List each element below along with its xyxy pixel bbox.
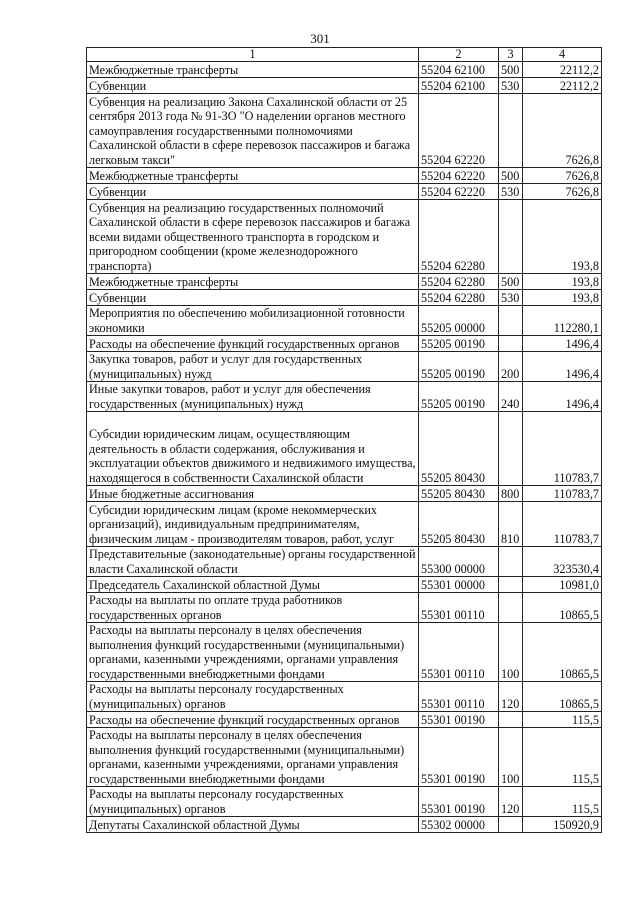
row-amount-cell: 112280,1 xyxy=(523,306,602,336)
row-type-cell xyxy=(499,200,523,274)
row-name-cell: Расходы на выплаты персоналу в целях обеспечения выполнения функций государственными (муниципальными) органами, казенными учреждениями, органами управления государственными внебюджетными фондами xyxy=(87,623,419,682)
row-type-cell xyxy=(499,817,523,833)
row-amount-cell: 193,8 xyxy=(523,274,602,290)
row-type-cell xyxy=(499,547,523,577)
row-type-cell xyxy=(499,94,523,168)
row-name-cell: Председатель Сахалинской областной Думы xyxy=(87,577,419,593)
table-row xyxy=(87,352,602,382)
row-amount-cell: 110783,7 xyxy=(523,486,602,502)
row-amount-cell: 7626,8 xyxy=(523,94,602,168)
row-name-cell: Представительные (законодательные) органы государственной власти Сахалинской области xyxy=(87,547,419,577)
row-name-cell: Расходы на выплаты персоналу государственных (муниципальных) органов xyxy=(87,787,419,817)
table-body xyxy=(87,62,602,833)
row-amount-cell: 1496,4 xyxy=(523,382,602,412)
row-name-cell: Расходы на выплаты персоналу государственных (муниципальных) органов xyxy=(87,682,419,712)
row-type-cell: 120 xyxy=(499,682,523,712)
row-type-cell: 120 xyxy=(499,787,523,817)
row-name-cell: Расходы на обеспечение функций государственных органов xyxy=(87,712,419,728)
row-code-cell: 55301 00110 xyxy=(419,682,499,712)
row-type-cell xyxy=(499,306,523,336)
row-code-cell: 55301 00190 xyxy=(419,728,499,787)
table-row xyxy=(87,412,602,486)
row-name-cell: Расходы на выплаты по оплате труда работников государственных органов xyxy=(87,593,419,623)
row-code-cell: 55205 00190 xyxy=(419,382,499,412)
row-code-cell: 55205 00190 xyxy=(419,352,499,382)
row-amount-cell: 10865,5 xyxy=(523,593,602,623)
table-row xyxy=(87,62,602,78)
row-amount-cell: 10865,5 xyxy=(523,623,602,682)
row-name-cell: Иные бюджетные ассигнования xyxy=(87,486,419,502)
row-code-cell: 55301 00190 xyxy=(419,712,499,728)
row-type-cell xyxy=(499,577,523,593)
row-name-cell: Мероприятия по обеспечению мобилизационной готовности экономики xyxy=(87,306,419,336)
row-code-cell: 55205 00190 xyxy=(419,336,499,352)
table-row xyxy=(87,336,602,352)
header-col-name: 1 xyxy=(87,48,419,62)
row-amount-cell: 1496,4 xyxy=(523,336,602,352)
row-type-cell: 530 xyxy=(499,78,523,94)
table-row xyxy=(87,274,602,290)
header-col-amount: 4 xyxy=(523,48,602,62)
row-code-cell: 55204 62220 xyxy=(419,168,499,184)
row-amount-cell: 110783,7 xyxy=(523,502,602,547)
header-col-type: 3 xyxy=(499,48,523,62)
row-amount-cell: 1496,4 xyxy=(523,352,602,382)
table-row xyxy=(87,184,602,200)
header-col-code: 2 xyxy=(419,48,499,62)
table-row xyxy=(87,623,602,682)
row-name-cell: Межбюджетные трансферты xyxy=(87,62,419,78)
row-amount-cell: 323530,4 xyxy=(523,547,602,577)
table-row xyxy=(87,547,602,577)
table-row xyxy=(87,502,602,547)
table-row xyxy=(87,486,602,502)
row-code-cell: 55301 00190 xyxy=(419,787,499,817)
row-name-cell: Межбюджетные трансферты xyxy=(87,274,419,290)
row-name-cell: Расходы на выплаты персоналу в целях обеспечения выполнения функций государственными (муниципальными) органами, казенными учреждениями, органами управления государственными внебюджетными фондами xyxy=(87,728,419,787)
table-row xyxy=(87,168,602,184)
table-row xyxy=(87,787,602,817)
row-type-cell: 240 xyxy=(499,382,523,412)
row-code-cell: 55204 62280 xyxy=(419,290,499,306)
row-type-cell: 530 xyxy=(499,290,523,306)
row-name-cell: Субсидии юридическим лицам (кроме некоммерческих организаций), индивидуальным предпринимателям, физическим лицам - производителям товаров, работ, услуг xyxy=(87,502,419,547)
row-type-cell xyxy=(499,712,523,728)
row-type-cell: 500 xyxy=(499,62,523,78)
row-amount-cell: 110783,7 xyxy=(523,412,602,486)
row-name-cell: Иные закупки товаров, работ и услуг для обеспечения государственных (муниципальных) нужд xyxy=(87,382,419,412)
row-name-cell: Депутаты Сахалинской областной Думы xyxy=(87,817,419,833)
row-code-cell: 55204 62100 xyxy=(419,78,499,94)
table-row xyxy=(87,200,602,274)
row-code-cell: 55301 00110 xyxy=(419,593,499,623)
row-type-cell xyxy=(499,412,523,486)
table-row xyxy=(87,593,602,623)
row-amount-cell: 193,8 xyxy=(523,290,602,306)
table-row xyxy=(87,290,602,306)
table-row xyxy=(87,682,602,712)
row-type-cell: 100 xyxy=(499,728,523,787)
row-amount-cell: 7626,8 xyxy=(523,168,602,184)
row-type-cell: 530 xyxy=(499,184,523,200)
row-type-cell: 200 xyxy=(499,352,523,382)
row-name-cell: Субсидии юридическим лицам, осуществляющим деятельность в области содержания, обслуживания и эксплуатации объектов движимого и недвижимого имущества, находящегося в собственности Сахалинской области xyxy=(87,412,419,486)
row-code-cell: 55205 80430 xyxy=(419,486,499,502)
row-amount-cell: 115,5 xyxy=(523,712,602,728)
row-name-cell: Субвенция на реализацию Закона Сахалинской области от 25 сентября 2013 года № 91-ЗО "О наделении органов местного самоуправления государственными полномочиями Сахалинской области в сфере перевозок пассажиров и багажа легковым такси" xyxy=(87,94,419,168)
row-code-cell: 55205 80430 xyxy=(419,502,499,547)
table-row xyxy=(87,78,602,94)
row-code-cell: 55204 62100 xyxy=(419,62,499,78)
row-code-cell: 55302 00000 xyxy=(419,817,499,833)
row-amount-cell: 7626,8 xyxy=(523,184,602,200)
table-row xyxy=(87,382,602,412)
row-code-cell: 55204 62280 xyxy=(419,200,499,274)
row-name-cell: Закупка товаров, работ и услуг для государственных (муниципальных) нужд xyxy=(87,352,419,382)
table-row xyxy=(87,94,602,168)
table-header-row xyxy=(87,48,602,62)
row-type-cell xyxy=(499,336,523,352)
page-number: 301 xyxy=(310,31,330,46)
row-amount-cell: 22112,2 xyxy=(523,78,602,94)
row-name-cell: Расходы на обеспечение функций государственных органов xyxy=(87,336,419,352)
row-type-cell: 810 xyxy=(499,502,523,547)
row-code-cell: 55204 62220 xyxy=(419,94,499,168)
row-type-cell: 100 xyxy=(499,623,523,682)
budget-table xyxy=(86,47,602,833)
row-code-cell: 55205 00000 xyxy=(419,306,499,336)
row-code-cell: 55300 00000 xyxy=(419,547,499,577)
row-code-cell: 55204 62220 xyxy=(419,184,499,200)
row-code-cell: 55301 00110 xyxy=(419,623,499,682)
row-name-cell: Субвенции xyxy=(87,78,419,94)
row-code-cell: 55204 62280 xyxy=(419,274,499,290)
row-amount-cell: 115,5 xyxy=(523,728,602,787)
row-type-cell xyxy=(499,593,523,623)
table-row xyxy=(87,712,602,728)
table-row xyxy=(87,577,602,593)
row-name-cell: Субвенции xyxy=(87,184,419,200)
row-code-cell: 55205 80430 xyxy=(419,412,499,486)
row-type-cell: 500 xyxy=(499,274,523,290)
row-amount-cell: 150920,9 xyxy=(523,817,602,833)
row-name-cell: Субвенции xyxy=(87,290,419,306)
table-row xyxy=(87,817,602,833)
row-amount-cell: 193,8 xyxy=(523,200,602,274)
row-amount-cell: 22112,2 xyxy=(523,62,602,78)
row-type-cell: 800 xyxy=(499,486,523,502)
row-name-cell: Межбюджетные трансферты xyxy=(87,168,419,184)
table-row xyxy=(87,728,602,787)
row-amount-cell: 10981,0 xyxy=(523,577,602,593)
row-type-cell: 500 xyxy=(499,168,523,184)
row-code-cell: 55301 00000 xyxy=(419,577,499,593)
row-amount-cell: 115,5 xyxy=(523,787,602,817)
row-amount-cell: 10865,5 xyxy=(523,682,602,712)
table-row xyxy=(87,306,602,336)
row-name-cell: Субвенция на реализацию государственных полномочий Сахалинской области в сфере перевозок пассажиров и багажа всеми видами общественного транспорта в городском и пригородном сообщении (кроме железнодорожного транспорта) xyxy=(87,200,419,274)
